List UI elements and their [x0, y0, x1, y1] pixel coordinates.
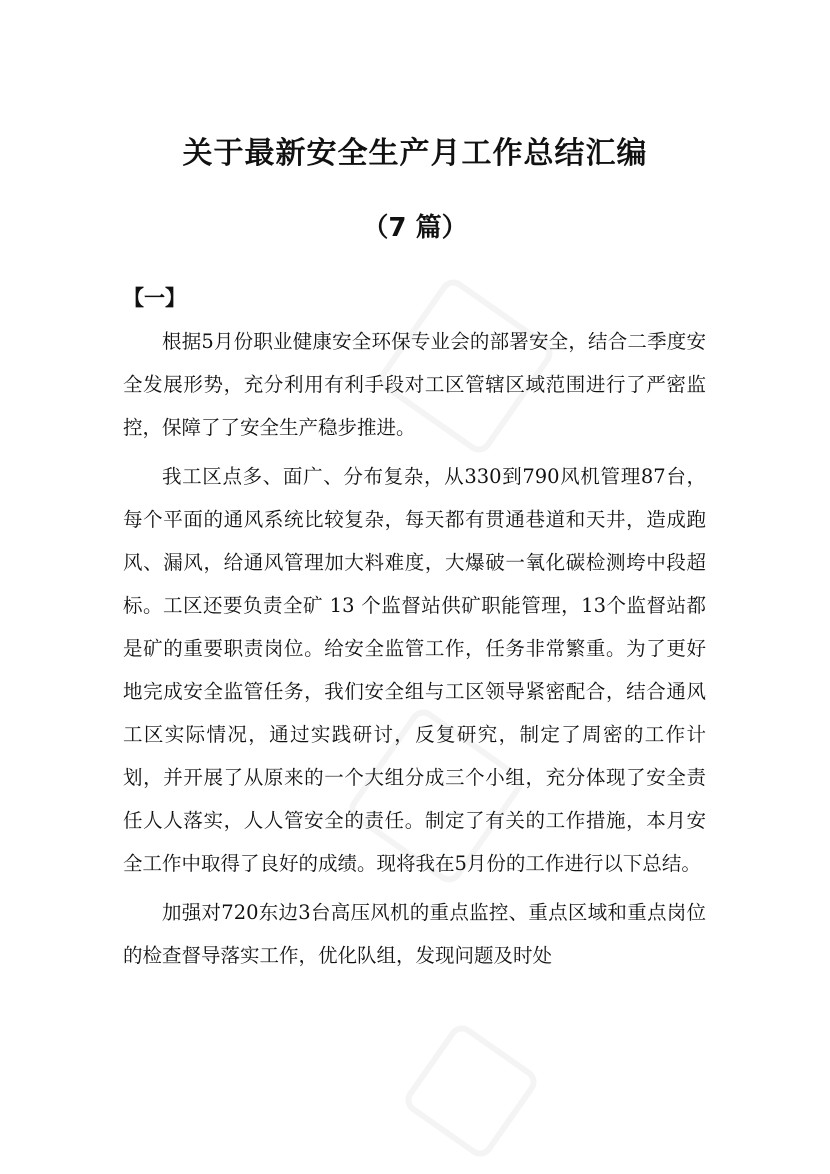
document-body: [123, 320, 706, 983]
paragraph: 根据5月份职业健康安全环保专业会的部署安全，结合二季度安全发展形势，充分利用有利手段对工区管辖区域范围进行了严密监控，保障了了安全生产稳步推进。: [123, 330, 706, 439]
paragraph: 我工区点多、面广、分布复杂，从330到790风机管理87台，每个平面的通风系统比较复杂，每天都有贯通巷道和天井，造成跑风、漏风，给通风管理加大料难度，大爆破一氧化碳检测垮中段超标。工区还要负责全矿 13 个监督站供矿职能管理，13个监督站都是矿的重要职责岗位。给安全监管工作，任务非常繁重。为了更好地完成安全监管任务，我们安全组与工区领导紧密配合，结合通风工区实际情况，通过实践研讨，反复研究，制定了周密的工作计划，并开展了从原来的一个大组分成三个小组，充分体现了安全责任人人落实，人人管安全的责任。制定了有关的工作措施，本月安全工作中取得了良好的成绩。现将我在5月份的工作进行以下总结。: [123, 465, 706, 875]
document-title: 关于最新安全生产月工作总结汇编: [182, 136, 648, 171]
document-subtitle: （7 篇）: [362, 213, 468, 243]
paragraph: 加强对720东边3台高压风机的重点监控、重点区域和重点岗位的检查督导落实工作，优化队组，发现问题及时处: [123, 901, 706, 967]
watermark-stamp-icon: [400, 1020, 542, 1162]
section-label: 【一】: [123, 286, 186, 310]
